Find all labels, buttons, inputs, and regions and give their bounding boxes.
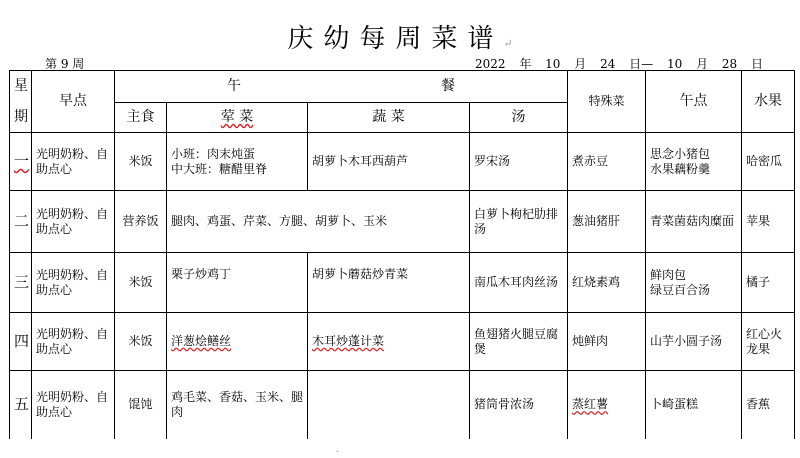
snack-cell: 青菜菌菇肉糜面 — [646, 191, 742, 253]
week-number: 第 9 周 — [45, 57, 85, 71]
meat-cell: 洋葱烩鳝丝 — [167, 313, 308, 371]
meat-cell: 鸡毛菜、香菇、玉米、腿肉 — [167, 371, 308, 439]
breakfast-header: 早点 — [32, 71, 115, 133]
table-row — [10, 191, 795, 253]
special-cell: 炖鲜肉 — [568, 313, 646, 371]
staple-header: 主食 — [115, 103, 167, 133]
veg-cell: 胡萝卜木耳西葫芦 — [308, 133, 470, 191]
staple-cell: 馄饨 — [115, 371, 167, 439]
staple-cell: 营养饭 — [115, 191, 167, 253]
special-cell: 葱油猪肝 — [568, 191, 646, 253]
fruit-cell: 香蕉 — [742, 371, 795, 439]
date-range: 2022 年 10 月 24 日— 10 月 28 日 — [475, 57, 763, 71]
weekday-cell: 一 — [10, 133, 32, 191]
snack-cell: 思念小猪包 水果藕粉羹 — [646, 133, 742, 191]
weekday-cell: 四 — [10, 313, 32, 371]
menu-table — [9, 70, 795, 439]
table-row — [10, 313, 795, 371]
soup-cell: 白萝卜枸杞肋排汤 — [470, 191, 568, 253]
snack-header: 午点 — [646, 71, 742, 133]
table-row — [10, 253, 795, 313]
snack-cell: 卜崎蛋糕 — [646, 371, 742, 439]
meat-veg-cell: 腿肉、鸡蛋、芹菜、方腿、胡萝卜、玉米 — [167, 191, 470, 253]
special-cell: 红烧素鸡 — [568, 253, 646, 313]
veg-cell: 木耳炒蓬计菜 — [308, 313, 470, 371]
veg-cell — [308, 371, 470, 439]
fruit-cell: 橘子 — [742, 253, 795, 313]
soup-header: 汤 — [470, 103, 568, 133]
special-cell: 煮赤豆 — [568, 133, 646, 191]
special-cell: 蒸红薯 — [568, 371, 646, 439]
weekday-cell: 三 — [10, 253, 32, 313]
snack-cell: 鲜肉包 绿豆百合汤 — [646, 253, 742, 313]
soup-cell: 猪筒骨浓汤 — [470, 371, 568, 439]
meat-cell: 小班：肉末炖蛋 中大班：糖醋里脊 — [167, 133, 308, 191]
meat-header: 荤 菜 — [167, 103, 308, 133]
scroll-dot: · — [336, 447, 340, 458]
fruit-header: 水果 — [742, 71, 795, 133]
header-row-1 — [10, 71, 795, 103]
meat-cell: 栗子炒鸡丁 — [167, 253, 308, 313]
breakfast-cell: 光明奶粉、自助点心 — [32, 371, 115, 439]
page-title: 庆幼每周菜谱↵ — [287, 24, 513, 54]
table-row — [10, 133, 795, 191]
snack-cell: 山芋小圆子汤 — [646, 313, 742, 371]
breakfast-cell: 光明奶粉、自助点心 — [32, 191, 115, 253]
weekday-cell: 二 — [10, 191, 32, 253]
breakfast-cell: 光明奶粉、自助点心 — [32, 253, 115, 313]
staple-cell: 米饭 — [115, 133, 167, 191]
fruit-cell: 苹果 — [742, 191, 795, 253]
fruit-cell: 红心火龙果 — [742, 313, 795, 371]
weekday-cell: 五 — [10, 371, 32, 439]
veg-header: 蔬 菜 — [308, 103, 470, 133]
table-row — [10, 371, 795, 439]
soup-cell: 南瓜木耳肉丝汤 — [470, 253, 568, 313]
breakfast-cell: 光明奶粉、自助点心 — [32, 133, 115, 191]
fruit-cell: 哈密瓜 — [742, 133, 795, 191]
soup-cell: 鱼翅猪火腿豆腐煲 — [470, 313, 568, 371]
staple-cell: 米饭 — [115, 253, 167, 313]
special-header: 特殊菜 — [568, 71, 646, 133]
breakfast-cell: 光明奶粉、自助点心 — [32, 313, 115, 371]
veg-cell: 胡萝卜蘑菇炒青菜 — [308, 253, 470, 313]
weekday-header: 星 期 — [10, 71, 32, 133]
soup-cell: 罗宋汤 — [470, 133, 568, 191]
lunch-header: 午 餐 — [115, 71, 568, 103]
staple-cell: 米饭 — [115, 313, 167, 371]
